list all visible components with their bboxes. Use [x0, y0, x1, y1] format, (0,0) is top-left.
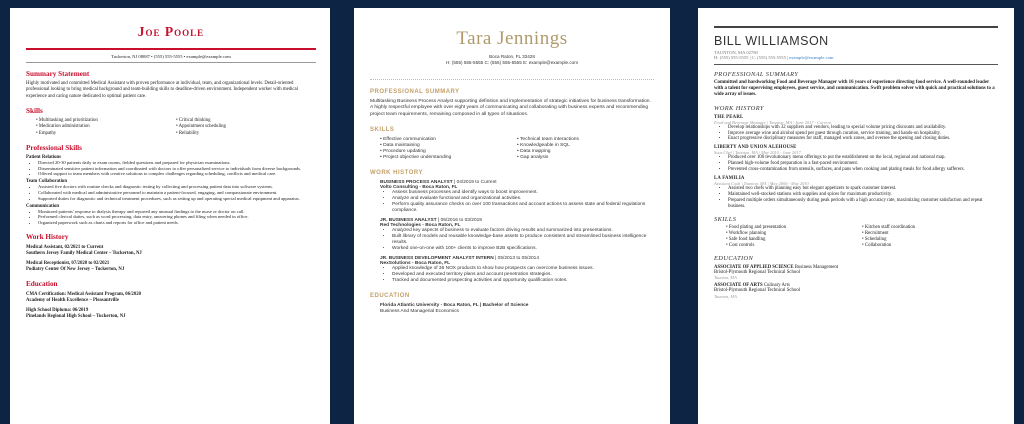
bullet-item: • Directed 20-30 patients daily to exam rooms, fielded questions and prepared for physician examinations.	[38, 160, 316, 166]
job-duties	[370, 228, 654, 252]
email-link[interactable]: example@example.com	[789, 55, 834, 60]
bullet-item: • Planned high-volume food preparation in a fast-paced environment.	[728, 161, 998, 167]
job-duties	[370, 266, 654, 284]
contact-line: H: (555) 555-5555 C: (555) 555-5555 E: example@example.com	[445, 60, 579, 65]
bullet-item: • Worked one-on-one with 100+ clients to improve B2B specifications.	[392, 246, 654, 252]
job-title: Medical Receptionist, 07/2020 to 02/2021	[26, 261, 110, 266]
section-heading-skills: SKILLS	[714, 215, 737, 223]
degree: High School Diploma: 06/2019	[26, 308, 89, 313]
skill-item: • Knowledgeable in SQL	[517, 143, 654, 149]
skill-group-list	[26, 209, 316, 226]
section-heading-summary: PROFESSIONAL SUMMARY	[370, 89, 460, 95]
resume-bill-williamson	[698, 8, 1014, 424]
bullet-item: • Analyze and evaluate functional and organizational activities.	[392, 196, 654, 202]
job-role: Assistant Cook | Taunton, MA | May 2006 - May 2010	[714, 181, 809, 187]
bullet-item: • Analyzed key aspects of business to evaluate factors driving results and summarized into presentations.	[392, 228, 654, 234]
bullet-item: • Develop relationships with 32 suppliers and vendors, leading to special volume pricing discounts and availability.	[728, 125, 998, 131]
section-heading-skills: SKILLS	[370, 126, 395, 133]
skill-group-title: Team Collaboration	[26, 179, 67, 185]
education-entry	[26, 292, 316, 304]
section-heading-work-history: Work History	[26, 233, 69, 241]
job-company: Volto Consulting - Boca Raton, FL	[380, 185, 458, 191]
bullet-item: • Performed clerical duties, such as word processing, data entry, answering phones and filing when needed in office.	[38, 214, 316, 220]
contact-line	[714, 55, 998, 60]
skill-item: • Food plating and presentation	[726, 225, 862, 231]
summary-text: Multitasking Business Process Analyst supporting definition and implementation of strategic initiatives for business transformation. A highly respectful employee with over eight years of communicating and collaborating with business experts and recommending project team requirements, remaining composed in all types of situations.	[370, 99, 651, 117]
school: Bristol-Plymouth Regional Technical School	[714, 288, 801, 294]
bullet-item: • Enact progressive disciplinary measures for staff, managed work zones, and oversee the opening and closing duties.	[728, 136, 998, 142]
address-line: Boca Raton, FL 33428	[489, 54, 535, 59]
skill-item: • Empathy	[36, 131, 176, 137]
resume-joe-poole	[10, 8, 330, 424]
skill-item: • Kitchen staff coordination	[862, 225, 998, 231]
degree: CMA Certification: Medical Assistant Program, 06/2020	[26, 292, 142, 297]
job-role: Food and Beverage Manager | Taunton, MA | June 2017 - Current	[714, 119, 831, 125]
resume-tara-jennings	[354, 8, 670, 424]
bullet-item: • Perform quality assurance checks on over 100 transactions and account actions to assess state and federal regulations compliance.	[392, 202, 654, 214]
skill-item: • Effective communication	[380, 137, 517, 143]
bullet-item: • Assisted five doctors with routine checks and diagnostic testing by collecting and processing patient data into software systems.	[38, 184, 316, 190]
job-company: Red Technologies - Boca Raton, FL	[380, 223, 461, 229]
job-title: Medical Assistant, 02/2021 to Current	[26, 245, 104, 250]
skills-list	[714, 225, 998, 249]
skill-group-list	[26, 184, 316, 201]
bullet-item: • Collaborated with medical and administrative personnel to maintain a patient-focused, engaging, and compassionate environment.	[38, 190, 316, 196]
bullet-item: • Monitored patients' response to dialysis therapy and reported any unusual findings to the nurse or doctor on call.	[38, 209, 316, 215]
job-duties	[370, 190, 654, 214]
location-line: TAUNTON, MA 02780	[714, 50, 758, 55]
skill-item: • Cost controls	[726, 243, 862, 249]
major: Business And Managerial Economics	[380, 309, 459, 315]
job-duties	[714, 125, 998, 143]
school-location: Taunton, MA	[714, 294, 737, 300]
skill-item: • Project objective understanding	[380, 155, 517, 161]
section-heading-education: EDUCATION	[714, 254, 754, 262]
section-heading-education: EDUCATION	[370, 293, 410, 300]
skill-item: • Workflow planning	[726, 231, 862, 237]
skill-item: • Scheduling	[862, 237, 998, 243]
job-employer: Podiatry Center Of New Jersey – Tuckerton, NJ	[26, 267, 125, 272]
resume-name: Joe Poole	[137, 24, 205, 39]
skill-item: • Gap analysis	[517, 155, 654, 161]
degree-name: ASSOCIATE OF ARTS	[714, 283, 763, 289]
resume-name: BILL WILLIAMSON	[714, 34, 829, 48]
skill-group-title: Communication	[26, 203, 60, 209]
section-heading-work-history: WORK HISTORY	[370, 170, 424, 177]
school: Florida Atlantic University - Boca Raton, FL | Bachelor of Science	[380, 303, 529, 309]
dotted-divider	[370, 79, 654, 80]
bullet-item: • Assisted two chefs with planning easy but elegant appetizers to spark customer interest.	[728, 186, 998, 192]
bullet-item: • Assess business processes and identify ways to boost improvement.	[392, 190, 654, 196]
skill-item: • Critical thinking	[176, 118, 316, 124]
education-entry	[370, 303, 654, 315]
skill-item: • Collaboration	[862, 243, 998, 249]
job-company: NexSolutions - Boca Raton, FL	[380, 261, 451, 267]
job-employer: Southern Jersey Family Medical Center – Tuckerton, NJ	[26, 251, 142, 256]
section-heading-skills: Skills	[26, 107, 43, 116]
section-heading-summary: Summary Statement	[26, 70, 90, 78]
bullet-item: • Prevented cross-contamination from utensils, surfaces, and pans when cooking and plating meals for food allergy sufferers.	[728, 167, 998, 173]
degree-field: Business Management	[793, 264, 839, 270]
phone-numbers: H: (555) 555-5555 | C: (555) 555-5555 |	[714, 55, 788, 60]
bullet-item: • Prepared multiple orders simultaneously during peak periods with a high accuracy rate, maximizing customer satisfaction and repeat business.	[728, 198, 998, 210]
job-employer: LA FAMILIA	[714, 176, 745, 182]
resume-name: Tara Jennings	[456, 28, 568, 49]
bullet-item: • Improve average wine and alcohol spend per guest through curation, service training, and hands-on hospitality.	[728, 131, 998, 137]
job-dates: | 04/2019 to Current	[452, 180, 497, 186]
skill-group-list	[26, 160, 316, 177]
school: Pinelands Regional High School – Tuckerton, NJ	[26, 314, 126, 319]
skill-item: • Procedure updating	[380, 149, 517, 155]
section-heading-summary: PROFESSIONAL SUMMARY	[714, 71, 799, 78]
skills-list	[370, 137, 654, 161]
job-employer: LIBERTY AND UNION ALEHOUSE	[714, 145, 797, 151]
degree-field: Culinary Arts	[762, 283, 790, 289]
job-duties	[714, 155, 998, 173]
bullet-item: • Applied knowledge of 36 NOX products to show how prospects can overcome business issues.	[392, 266, 654, 272]
degree-name: ASSOCIATE OF APPLIED SCIENCE	[714, 264, 794, 270]
section-heading-work-history: WORK HISTORY	[714, 104, 764, 112]
school: Academy of Health Excellence – Pleasantville	[26, 298, 119, 303]
summary-text: Highly motivated and committed Medical Assistant with proven performance at individual, team, and organizational levels. Detail-oriented professional looking to bring medical background and team-building skills to deadline-driven environment. Independent worker with medical experience and caring nature dedicated to optimal patient care.	[26, 81, 299, 99]
section-heading-professional-skills: Professional Skills	[26, 143, 82, 152]
bullet-item: • Tracked and documented prospecting activities and opportunity qualification notes.	[392, 278, 654, 284]
job-role: Sous Chef | Taunton, MA | May 2010 - June 2017	[714, 150, 801, 156]
job-entry	[26, 261, 316, 273]
job-title-text: BUSINESS PROCESS ANALYST	[380, 180, 453, 186]
bullet-item: • Offered support to team members with creative solutions to complex challenges regarding scheduling, conflicts and medical care.	[38, 171, 316, 177]
section-heading-education: Education	[26, 280, 58, 288]
skills-list	[26, 118, 316, 137]
divider	[26, 62, 316, 63]
skill-item: • Data mapping	[517, 149, 654, 155]
skill-group-title: Patient Relations	[26, 154, 62, 160]
skill-item: • Data maintaining	[380, 143, 517, 149]
contact-line: Tuckerton, NJ 08087 • (555) 555-5555 • example@example.com	[111, 54, 231, 59]
skill-item: • Safe food handling	[726, 237, 862, 243]
summary-text: Committed and hardworking Food and Beverage Manager with 16 years of experience directing food service. A well-rounded leader with a talent for supervising employees, guest service, and communication. Swift problem solver with quick and practical solutions to a wide array of issues.	[714, 80, 995, 98]
job-title-text: JR. BUSINESS ANALYST	[380, 218, 437, 224]
bullet-item: • Produced over 100 revolutionary menu offerings to put the establishment on the local, regional and national map.	[728, 155, 998, 161]
job-title-text: JR. BUSINESS DEVELOPMENT ANALYST INTERN	[380, 256, 494, 262]
bullet-item: • Supported duties for diagnostic and technical treatment procedures, such as setting up and operating special medical equipment and apparatus.	[38, 196, 316, 202]
skill-item: • Technical team interactions	[517, 137, 654, 143]
skill-item: • Recruitment	[862, 231, 998, 237]
accent-divider	[26, 48, 316, 50]
school-location: Taunton, MA	[714, 275, 737, 281]
job-dates: | 05/2013 to 05/2014	[493, 256, 539, 262]
skill-item: • Multitasking and prioritization	[36, 118, 176, 124]
top-divider	[714, 26, 998, 28]
bullet-item: • Disseminated sensitive patient information and coordinated with doctors to offer personalized service to individuals from diverse backgrounds.	[38, 166, 316, 172]
bullet-item: • Organized paperwork such as charts and reports for office and patient needs.	[38, 220, 316, 226]
skill-item: • Reliability	[176, 131, 316, 137]
bullet-item: • Built library of models and reusable knowledge-base assets to produce consistent and streamlined business intelligence results.	[392, 234, 654, 246]
bullet-item: • Maintained well-stocked stations with supplies and spices for maximum productivity.	[728, 192, 998, 198]
skill-item: • Medication administration	[36, 124, 176, 130]
school: Bristol-Plymouth Regional Technical School	[714, 269, 801, 275]
job-employer: THE PEARL	[714, 114, 744, 120]
divider	[714, 64, 998, 65]
education-entry	[26, 308, 316, 320]
job-entry	[26, 245, 316, 257]
job-dates: | 05/2016 to 03/2019	[436, 218, 482, 224]
bullet-item: • Developed and executed territory plans and account penetration strategies.	[392, 272, 654, 278]
skill-item: • Appointment scheduling	[176, 124, 316, 130]
job-duties	[714, 186, 998, 210]
